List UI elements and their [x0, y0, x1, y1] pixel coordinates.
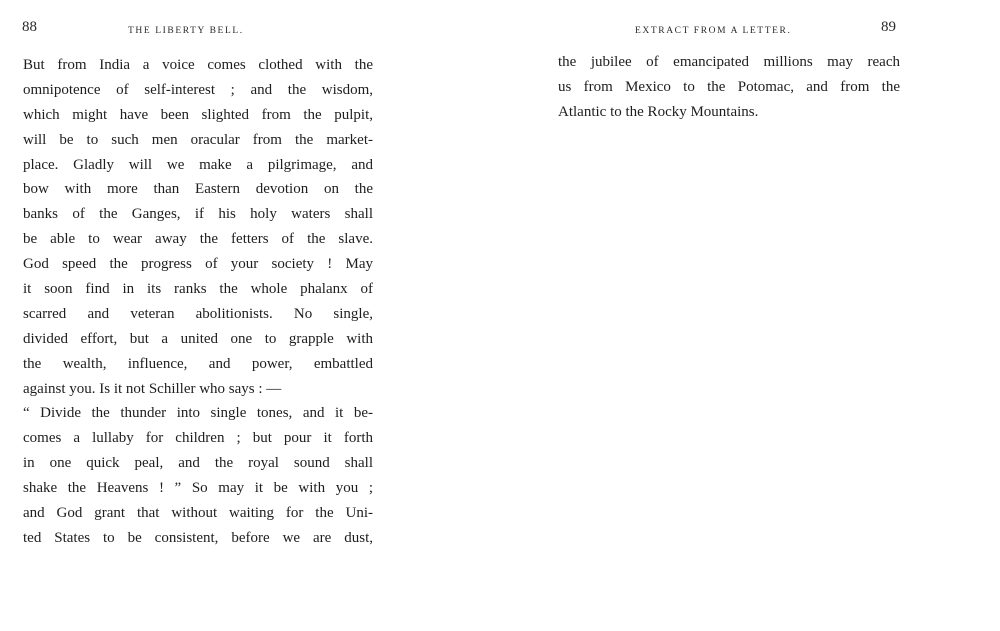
text-line: Atlantic to the Rocky Mountains. — [558, 103, 759, 120]
text-line: the jubilee of emancipated millions may reach — [558, 54, 900, 70]
text-line: ted States to be consistent, before we are dust, — [23, 529, 373, 546]
text-line: in one quick peal, and the royal sound shall — [23, 455, 373, 472]
text-line: will be to such men oracular from the market- — [23, 131, 373, 148]
text-line: place. Gladly will we make a pilgrimage, and — [23, 156, 373, 173]
text-line: bow with more than Eastern devotion on the — [23, 181, 373, 198]
text-line: God speed the progress of your society ! May — [23, 256, 373, 273]
page-number-left: 88 — [22, 19, 37, 35]
body-text-right — [558, 50, 900, 125]
running-head-right: EXTRACT FROM A LETTER. — [635, 26, 792, 36]
text-line: shake the Heavens ! ” So may it be with you ; — [23, 480, 373, 497]
text-line: the wealth, influence, and power, embattled — [23, 355, 373, 372]
text-line: scarred and veteran abolitionists. No single, — [23, 305, 373, 322]
text-line: us from Mexico to the Potomac, and from the — [558, 78, 900, 95]
text-line: comes a lullaby for children ; but pour it forth — [23, 430, 373, 447]
running-head-left: THE LIBERTY BELL. — [128, 26, 244, 36]
text-line: it soon find in its ranks the whole phalanx of — [23, 281, 373, 298]
text-line: which might have been slighted from the pulpit, — [23, 106, 373, 123]
text-line: and God grant that without waiting for the Uni- — [23, 505, 373, 522]
body-text-left — [23, 53, 373, 551]
text-line: But from India a voice comes clothed with the — [23, 57, 373, 73]
text-line: against you. Is it not Schiller who says : — — [23, 380, 282, 397]
text-line: be able to wear away the fetters of the slave. — [23, 231, 373, 248]
text-line: omnipotence of self-interest ; and the wisdom, — [23, 81, 373, 98]
page-number-right: 89 — [881, 19, 896, 35]
text-line: banks of the Ganges, if his holy waters shall — [23, 206, 373, 223]
right-page — [500, 0, 1000, 631]
text-line: “ Divide the thunder into single tones, and it be- — [23, 405, 373, 422]
text-line: divided effort, but a united one to grapple with — [23, 330, 373, 347]
